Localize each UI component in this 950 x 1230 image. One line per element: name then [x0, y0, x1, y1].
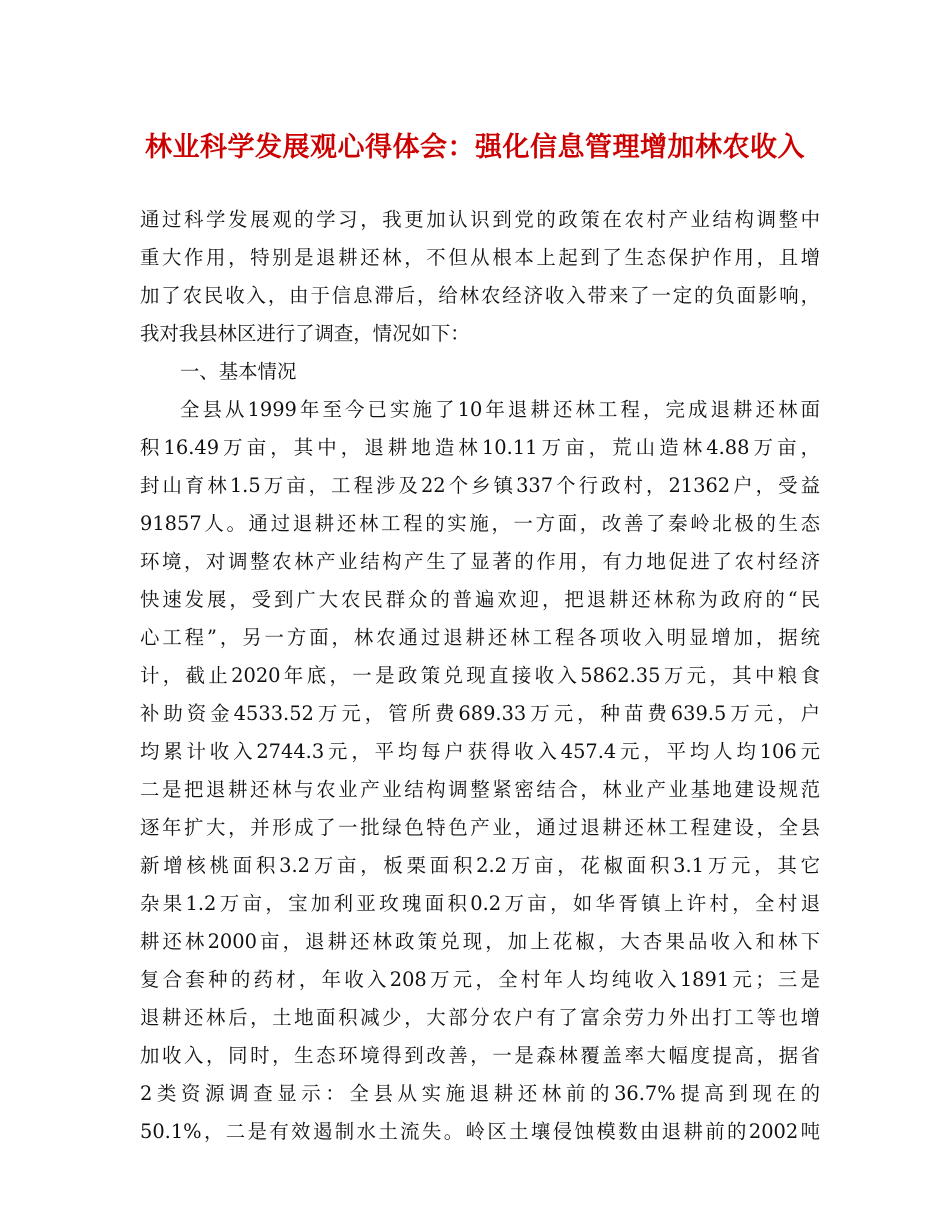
- body-line: 全县从1999年至今已实施了10年退耕还林工程，完成退耕还林面: [180, 398, 820, 421]
- body-line: 均累计收入2744.3元，平均每户获得收入457.4元，平均人均106元: [140, 740, 820, 763]
- body-line: 封山育林1.5万亩，工程涉及22个乡镇337个行政村，21362户，受益: [140, 474, 820, 497]
- body-line: 新增核桃面积3.2万亩，板栗面积2.2万亩，花椒面积3.1万元，其它: [140, 854, 820, 877]
- body-line: 快速发展，受到广大农民群众的普遍欢迎，把退耕还林称为政府的“民: [140, 588, 820, 611]
- body-line: 重大作用，特别是退耕还林，不但从根本上起到了生态保护作用，且增: [140, 246, 820, 269]
- body-line: 积16.49万亩，其中，退耕地造林10.11万亩，荒山造林4.88万亩，: [140, 436, 820, 459]
- body-line: 计，截止2020年底，一是政策兑现直接收入5862.35万元，其中粮食: [140, 664, 820, 687]
- body-line: 杂果1.2万亩，宝加利亚玫瑰面积0.2万亩，如华胥镇上许村，全村退: [140, 892, 820, 915]
- body-line: 加收入，同时，生态环境得到改善，一是森林覆盖率大幅度提高，据省: [140, 1044, 820, 1067]
- body-line: 耕还林2000亩，退耕还林政策兑现，加上花椒，大杏果品收入和林下: [140, 930, 820, 953]
- body-line: 91857人。通过退耕还林工程的实施，一方面，改善了秦岭北极的生态: [140, 512, 820, 535]
- document-title: 林业科学发展观心得体会：强化信息管理增加林农收入: [145, 132, 805, 163]
- document-body: [140, 201, 820, 1151]
- section-heading: 一、基本情况: [180, 360, 297, 383]
- body-line: 退耕还林后，土地面积减少，大部分农户有了富余劳力外出打工等也增: [140, 1006, 820, 1029]
- body-line: 心工程”，另一方面，林农通过退耕还林工程各项收入明显增加，据统: [140, 626, 820, 649]
- body-line: 补助资金4533.52万元，管所费689.33万元，种苗费639.5万元，户: [140, 702, 820, 725]
- body-line: 逐年扩大，并形成了一批绿色特色产业，通过退耕还林工程建设，全县: [140, 816, 820, 839]
- body-line: 50.1%，二是有效遏制水土流失。岭区土壤侵蚀模数由退耕前的2002吨: [140, 1120, 820, 1143]
- body-line: 通过科学发展观的学习，我更加认识到党的政策在农村产业结构调整中: [140, 208, 820, 231]
- body-line: 环境，对调整农林产业结构产生了显著的作用，有力地促进了农村经济: [140, 550, 820, 573]
- body-line: 二是把退耕还林与农业产业结构调整紧密结合，林业产业基地建设规范: [140, 778, 820, 801]
- body-line: 复合套种的药材，年收入208万元，全村年人均纯收入1891元；三是: [140, 968, 820, 991]
- body-line: 加了农民收入，由于信息滞后，给林农经济收入带来了一定的负面影响，: [140, 284, 820, 307]
- body-line: 我对我县林区进行了调查，情况如下：: [140, 322, 470, 345]
- body-line: 2类资源调查显示：全县从实施退耕还林前的36.7%提高到现在的: [140, 1082, 820, 1105]
